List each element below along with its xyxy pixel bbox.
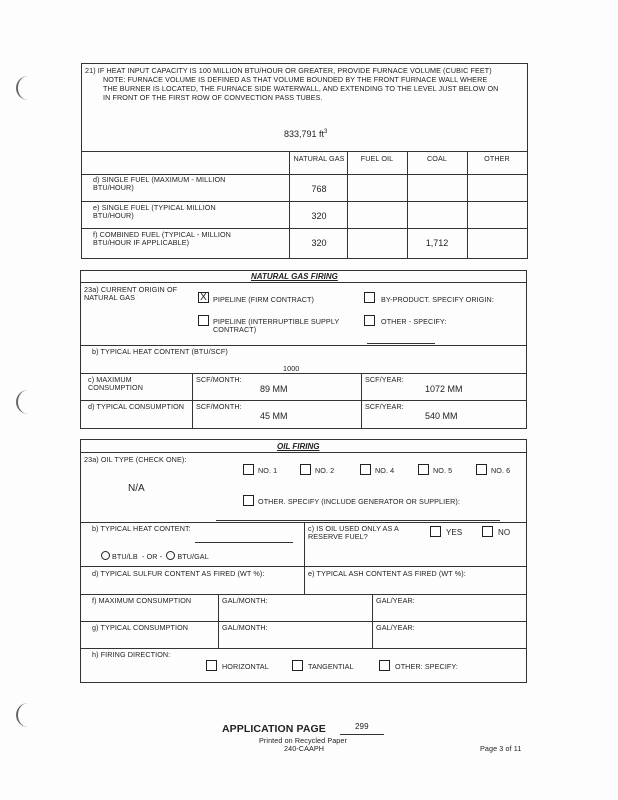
combined-gas-value: 320: [311, 238, 327, 248]
oil-heat-content-line: [195, 542, 293, 543]
oil-no1-checkbox[interactable]: [243, 464, 254, 475]
unit-btu-lb: BTU/LB: [112, 552, 138, 561]
divider: [80, 400, 527, 401]
reserve-yes-label: YES: [446, 528, 463, 537]
oil-typical-gal-month-label: GAL/MONTH:: [222, 623, 268, 632]
row-label-single-typical: e) SINGLE FUEL (TYPICAL MILLION BTU/HOUR): [93, 203, 216, 221]
divider: [81, 201, 528, 202]
oil-max-consumption-label: f) MAXIMUM CONSUMPTION: [92, 596, 192, 605]
gas-typical-month-label: SCF/MONTH:: [196, 402, 242, 411]
pipeline-firm-check-mark: X: [200, 292, 207, 303]
q21-instruction-4: IN FRONT OF THE FIRST ROW OF CONVECTION PASS TUBES.: [103, 93, 323, 102]
col-header-coal: COAL: [427, 154, 447, 163]
btu-lb-radio[interactable]: [101, 551, 110, 560]
row-label-combined-typical: f) COMBINED FUEL (TYPICAL - MILLION BTU/HOUR IF APPLICABLE): [93, 230, 231, 248]
divider: [289, 151, 290, 259]
recycled-paper-note: Printed on Recycled Paper: [259, 736, 347, 745]
application-page-underline: [340, 734, 384, 735]
pipeline-firm-checkbox[interactable]: [198, 292, 209, 303]
oil-no4-label: NO. 4: [375, 466, 395, 475]
gas-max-year-value: 1072 MM: [425, 384, 463, 394]
single-max-gas-value: 768: [311, 184, 327, 194]
binder-hole-mark: [16, 390, 34, 414]
binder-hole-mark: [16, 703, 34, 727]
col-header-fuel-oil: FUEL OIL: [360, 154, 394, 163]
oil-other-specify-line: [216, 520, 500, 521]
natural-gas-title: NATURAL GAS FIRING: [251, 272, 338, 281]
oil-no6-label: NO. 6: [491, 466, 511, 475]
oil-other-label: OTHER. SPECIFY (INCLUDE GENERATOR OR SUPPLIER):: [258, 497, 460, 506]
oil-no5-checkbox[interactable]: [418, 464, 429, 475]
oil-type-na: N/A: [128, 483, 145, 494]
pipeline-firm-label: PIPELINE (FIRM CONTRACT): [213, 295, 315, 304]
ash-content-label: e) TYPICAL ASH CONTENT AS FIRED (WT %):: [308, 569, 466, 578]
gas-typical-year-label: SCF/YEAR:: [365, 402, 404, 411]
gas-other-checkbox[interactable]: [364, 315, 375, 326]
gas-heat-content-label: b) TYPICAL HEAT CONTENT (BTU/SCF): [92, 347, 228, 356]
gas-origin-label: 23a) CURRENT ORIGIN OF NATURAL GAS: [84, 285, 178, 303]
divider: [407, 151, 408, 259]
firing-horizontal-label: HORIZONTAL: [222, 662, 269, 671]
pipeline-interruptible-label: PIPELINE (INTERRUPTIBLE SUPPLY CONTRACT): [213, 317, 340, 335]
reserve-no-label: NO: [498, 528, 511, 537]
byproduct-checkbox[interactable]: [364, 292, 375, 303]
divider: [192, 373, 193, 429]
form-code: 240-CAAPH: [284, 744, 325, 753]
q21-instruction-2: NOTE: FURNACE VOLUME IS DEFINED AS THAT VOLUME BOUNDED BY THE FRONT FURNACE WALL WHERE: [103, 75, 488, 84]
gas-max-month-value: 89 MM: [260, 384, 288, 394]
oil-other-checkbox[interactable]: [243, 495, 254, 506]
divider: [80, 282, 527, 283]
divider: [80, 373, 527, 374]
firing-horizontal-checkbox[interactable]: [206, 660, 217, 671]
divider: [81, 228, 528, 229]
gas-typical-year-value: 540 MM: [425, 411, 458, 421]
oil-max-gal-month-label: GAL/MONTH:: [222, 596, 268, 605]
combined-coal-value: 1,712: [425, 238, 449, 248]
divider: [80, 621, 527, 622]
divider: [304, 566, 305, 594]
firing-tangential-label: TANGENTIAL: [308, 662, 354, 671]
application-page-label: APPLICATION PAGE: [222, 723, 326, 735]
furnace-volume-value: 833,791 $ft^3$: [284, 129, 328, 139]
oil-type-label: 23a) OIL TYPE (CHECK ONE):: [84, 455, 187, 464]
binder-hole-mark: [16, 76, 34, 100]
oil-no6-checkbox[interactable]: [476, 464, 487, 475]
divider: [80, 648, 527, 649]
divider: [80, 345, 527, 346]
col-header-natural-gas: NATURAL GAS: [293, 154, 345, 163]
gas-other-label: OTHER - SPECIFY:: [381, 317, 447, 326]
firing-other-label: OTHER: SPECIFY:: [395, 662, 459, 671]
reserve-no-checkbox[interactable]: [482, 526, 493, 537]
q21-instruction-3: THE BURNER IS LOCATED, THE FURNACE SIDE WATERWALL, AND EXTENDING TO THE LEVEL JUST BELOW ON: [103, 84, 499, 93]
gas-typical-consumption-label: d) TYPICAL CONSUMPTION: [88, 402, 185, 411]
pipeline-interruptible-checkbox[interactable]: [198, 315, 209, 326]
q21-instruction-1: 21) IF HEAT INPUT CAPACITY IS 100 MILLION BTU/HOUR OR GREATER, PROVIDE FURNACE VOLUME (CUBIC FEET): [85, 66, 492, 75]
btu-gal-radio[interactable]: [166, 551, 175, 560]
divider: [467, 151, 468, 259]
unit-or: OR: [146, 552, 158, 561]
divider: [80, 594, 527, 595]
firing-other-checkbox[interactable]: [379, 660, 390, 671]
oil-typical-consumption-label: g) TYPICAL CONSUMPTION: [92, 623, 189, 632]
divider: [347, 151, 348, 259]
divider: [81, 151, 528, 152]
gas-other-specify-line: [367, 343, 435, 344]
oil-no4-checkbox[interactable]: [360, 464, 371, 475]
gas-max-consumption-label: c) MAXIMUM CONSUMPTION: [88, 375, 144, 393]
reserve-yes-checkbox[interactable]: [430, 526, 441, 537]
firing-tangential-checkbox[interactable]: [292, 660, 303, 671]
sulfur-content-label: d) TYPICAL SULFUR CONTENT AS FIRED (WT %):: [92, 569, 265, 578]
furnace-volume-unit-exponent: 3: [324, 129, 328, 135]
oil-heat-content-label: b) TYPICAL HEAT CONTENT:: [92, 524, 191, 533]
firing-direction-label: h) FIRING DIRECTION:: [92, 650, 171, 659]
divider: [80, 452, 527, 453]
row-label-single-max: d) SINGLE FUEL (MAXIMUM - MILLION BTU/HOUR): [93, 175, 226, 193]
gas-max-year-label: SCF/YEAR:: [365, 375, 404, 384]
oil-no2-label: NO. 2: [315, 466, 335, 475]
oil-no5-label: NO. 5: [433, 466, 453, 475]
gas-heat-content-value: 1000: [283, 364, 300, 373]
application-page-number: 299: [355, 722, 369, 731]
oil-no1-label: NO. 1: [258, 466, 278, 475]
page-of-total: Page 3 of 11: [480, 744, 522, 753]
byproduct-label: BY-PRODUCT. SPECIFY ORIGIN:: [381, 295, 494, 304]
single-typical-gas-value: 320: [311, 211, 327, 221]
oil-typical-gal-year-label: GAL/YEAR:: [376, 623, 415, 632]
gas-max-month-label: SCF/MONTH:: [196, 375, 242, 384]
oil-max-gal-year-label: GAL/YEAR:: [376, 596, 415, 605]
oil-firing-title: OIL FIRING: [277, 442, 320, 451]
oil-heat-units: BTU/LB - OR - BTU/GAL: [101, 551, 209, 561]
divider: [304, 522, 305, 566]
unit-btu-gal: BTU/GAL: [177, 552, 209, 561]
divider: [361, 373, 362, 429]
reserve-fuel-question: c) IS OIL USED ONLY AS A RESERVE FUEL?: [308, 524, 399, 542]
oil-no2-checkbox[interactable]: [300, 464, 311, 475]
col-header-other: OTHER: [484, 154, 510, 163]
gas-typical-month-value: 45 MM: [260, 411, 288, 421]
